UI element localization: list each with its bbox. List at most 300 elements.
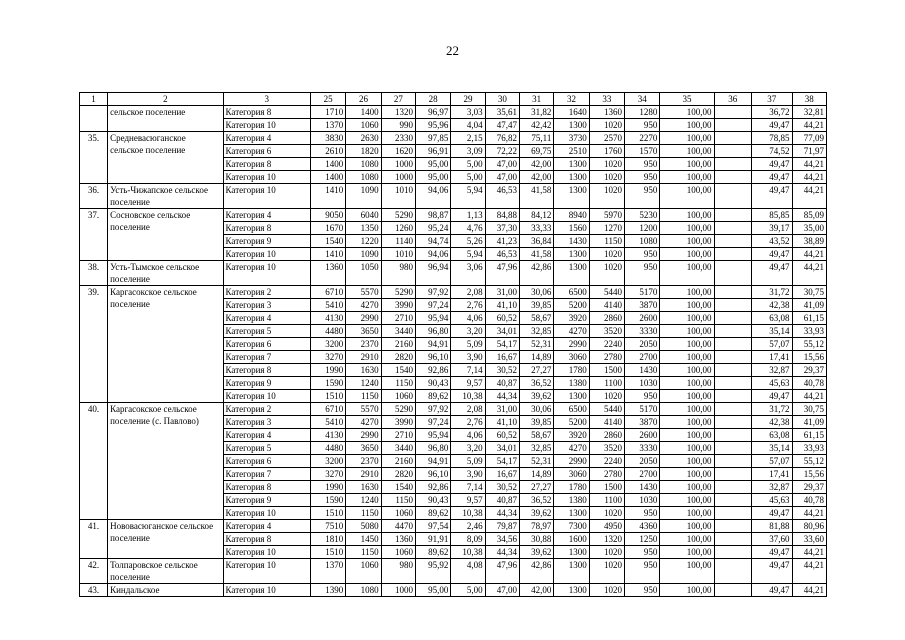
settlement-name: Усть-Тымское сельское поселение [108,261,223,286]
value-cell: 3060 [554,468,589,481]
value-cell: 1430 [554,235,589,248]
value-cell: 6710 [310,286,345,299]
value-cell: 100,00 [660,494,714,507]
value-cell [714,364,751,377]
value-cell: 42,00 [520,171,554,184]
value-cell: 4270 [554,442,589,455]
value-cell: 72,22 [485,145,519,158]
value-cell: 1060 [346,559,381,584]
value-cell: 1080 [625,235,660,248]
value-cell: 3,90 [451,468,485,481]
value-cell: 34,56 [485,533,519,546]
value-cell: 96,10 [415,351,450,364]
value-cell: 33,60 [792,533,826,546]
value-cell: 2370 [346,338,381,351]
value-cell: 44,34 [485,390,519,403]
value-cell [714,158,751,171]
value-cell: 42,38 [751,299,792,312]
value-cell: 1320 [381,106,415,119]
value-cell: 100,00 [660,312,714,325]
value-cell: 96,94 [415,261,450,286]
category-cell: Категория 6 [223,338,310,351]
value-cell [714,235,751,248]
value-cell: 2160 [381,338,415,351]
value-cell: 4270 [554,325,589,338]
value-cell: 69,75 [520,145,554,158]
value-cell: 3440 [381,325,415,338]
value-cell: 1450 [346,533,381,546]
value-cell [714,507,751,520]
value-cell: 1030 [625,377,660,390]
value-cell: 1060 [346,119,381,132]
value-cell: 1060 [381,507,415,520]
value-cell: 100,00 [660,403,714,416]
value-cell: 9050 [310,209,345,222]
value-cell: 41,10 [485,299,519,312]
value-cell: 1010 [381,184,415,209]
value-cell: 55,12 [792,455,826,468]
value-cell: 85,09 [792,209,826,222]
value-cell: 49,47 [751,171,792,184]
value-cell: 100,00 [660,261,714,286]
value-cell: 92,86 [415,481,450,494]
value-cell: 1780 [554,364,589,377]
value-cell [714,520,751,533]
category-cell: Категория 10 [223,261,310,286]
header-cell: 36 [714,93,751,106]
value-cell: 39,62 [520,390,554,403]
value-cell: 63,08 [751,312,792,325]
value-cell: 30,52 [485,364,519,377]
value-cell: 3200 [310,455,345,468]
value-cell: 10,38 [451,546,485,559]
value-cell: 1050 [346,261,381,286]
value-cell: 3730 [554,132,589,145]
value-cell: 2860 [589,429,624,442]
value-cell: 1020 [589,390,624,403]
value-cell: 47,00 [485,584,519,597]
value-cell: 1590 [310,377,345,390]
value-cell: 39,85 [520,416,554,429]
value-cell: 1080 [346,171,381,184]
row-number: 35. [80,132,108,184]
value-cell: 1300 [554,546,589,559]
value-cell: 44,21 [792,171,826,184]
value-cell: 35,00 [792,222,826,235]
category-cell: Категория 10 [223,119,310,132]
value-cell: 100,00 [660,520,714,533]
value-cell: 46,53 [485,248,519,261]
value-cell: 1300 [554,171,589,184]
value-cell: 100,00 [660,132,714,145]
value-cell: 29,37 [792,364,826,377]
value-cell: 2050 [625,338,660,351]
value-cell: 3920 [554,312,589,325]
value-cell: 1020 [589,119,624,132]
table-row [80,209,827,222]
value-cell [714,390,751,403]
value-cell: 78,85 [751,132,792,145]
value-cell: 4140 [589,299,624,312]
value-cell: 47,96 [485,261,519,286]
value-cell: 97,54 [415,520,450,533]
value-cell: 1020 [589,248,624,261]
value-cell: 2370 [346,455,381,468]
value-cell: 5,26 [451,235,485,248]
value-cell: 1,13 [451,209,485,222]
value-cell: 42,86 [520,261,554,286]
row-number: 37. [80,209,108,261]
value-cell: 4360 [625,520,660,533]
value-cell: 1630 [346,481,381,494]
value-cell: 49,47 [751,546,792,559]
page-number: 22 [446,43,459,58]
value-cell: 1300 [554,584,589,597]
value-cell: 34,01 [485,325,519,338]
value-cell: 3830 [310,132,345,145]
value-cell: 4950 [589,520,624,533]
value-cell [714,481,751,494]
value-cell [714,132,751,145]
value-cell: 44,21 [792,119,826,132]
value-cell: 5200 [554,416,589,429]
value-cell: 2910 [346,468,381,481]
value-cell: 1590 [310,494,345,507]
value-cell: 1410 [310,184,345,209]
value-cell: 4480 [310,442,345,455]
value-cell: 1390 [310,584,345,597]
value-cell: 100,00 [660,364,714,377]
value-cell: 950 [625,559,660,584]
table-row [80,559,827,584]
value-cell: 4,06 [451,429,485,442]
value-cell: 97,92 [415,403,450,416]
value-cell: 4,04 [451,119,485,132]
value-cell: 3650 [346,442,381,455]
value-cell: 3870 [625,416,660,429]
value-cell: 63,08 [751,429,792,442]
value-cell: 45,63 [751,377,792,390]
category-cell: Категория 2 [223,403,310,416]
value-cell: 2,08 [451,403,485,416]
value-cell: 2820 [381,468,415,481]
value-cell: 41,58 [520,184,554,209]
header-cell: 30 [485,93,519,106]
value-cell: 9,57 [451,494,485,507]
value-cell: 3,90 [451,351,485,364]
value-cell: 1150 [346,546,381,559]
value-cell: 42,86 [520,559,554,584]
category-cell: Категория 10 [223,559,310,584]
value-cell: 39,85 [520,299,554,312]
value-cell: 1630 [346,364,381,377]
value-cell: 45,63 [751,494,792,507]
value-cell: 6710 [310,403,345,416]
value-cell: 33,93 [792,442,826,455]
value-cell: 49,47 [751,248,792,261]
value-cell [714,209,751,222]
value-cell: 60,52 [485,312,519,325]
value-cell: 44,21 [792,546,826,559]
value-cell: 100,00 [660,390,714,403]
header-cell: 33 [589,93,624,106]
header-cell: 37 [751,93,792,106]
value-cell: 1990 [310,364,345,377]
value-cell: 4,08 [451,559,485,584]
value-cell: 78,97 [520,520,554,533]
table-row [80,520,827,533]
value-cell: 39,17 [751,222,792,235]
value-cell: 1570 [625,145,660,158]
header-cell: 27 [381,93,415,106]
value-cell: 950 [625,390,660,403]
header-cell: 26 [346,93,381,106]
value-cell: 1360 [381,533,415,546]
value-cell: 71,97 [792,145,826,158]
value-cell [714,261,751,286]
value-cell: 1000 [381,171,415,184]
value-cell: 5290 [381,403,415,416]
value-cell: 1300 [554,184,589,209]
category-cell: Категория 3 [223,416,310,429]
value-cell: 27,27 [520,364,554,377]
value-cell: 97,85 [415,132,450,145]
value-cell: 30,75 [792,286,826,299]
value-cell: 97,24 [415,416,450,429]
value-cell: 38,89 [792,235,826,248]
row-number: 42. [80,559,108,584]
value-cell: 96,91 [415,145,450,158]
value-cell: 90,43 [415,494,450,507]
value-cell: 76,82 [485,132,519,145]
value-cell: 1220 [346,235,381,248]
value-cell: 3440 [381,442,415,455]
category-cell: Категория 9 [223,235,310,248]
value-cell: 41,10 [485,416,519,429]
value-cell: 8940 [554,209,589,222]
value-cell: 40,78 [792,377,826,390]
value-cell: 2570 [589,132,624,145]
value-cell: 100,00 [660,325,714,338]
value-cell: 2820 [381,351,415,364]
value-cell: 950 [625,584,660,597]
value-cell: 1430 [625,481,660,494]
value-cell: 2510 [554,145,589,158]
table-row [80,584,827,597]
value-cell: 95,96 [415,119,450,132]
category-cell: Категория 8 [223,481,310,494]
value-cell: 2160 [381,455,415,468]
value-cell [714,312,751,325]
value-cell: 47,00 [485,171,519,184]
value-cell: 74,52 [751,145,792,158]
category-cell: Категория 10 [223,546,310,559]
settlement-name: Каргасокское сельское поселение [108,286,223,403]
value-cell: 100,00 [660,119,714,132]
value-cell: 49,47 [751,184,792,209]
table-row [80,184,827,209]
value-cell: 14,89 [520,468,554,481]
value-cell: 33,33 [520,222,554,235]
value-cell: 55,12 [792,338,826,351]
value-cell: 5290 [381,209,415,222]
value-cell: 49,47 [751,507,792,520]
value-cell: 2610 [310,145,345,158]
value-cell: 36,72 [751,106,792,119]
category-cell: Категория 10 [223,507,310,520]
value-cell: 1020 [589,158,624,171]
value-cell: 5570 [346,286,381,299]
value-cell: 1510 [310,390,345,403]
value-cell: 2990 [554,455,589,468]
value-cell: 32,85 [520,325,554,338]
value-cell: 1280 [625,106,660,119]
value-cell: 91,91 [415,533,450,546]
value-cell: 75,11 [520,132,554,145]
table-row [80,106,827,119]
value-cell [714,171,751,184]
value-cell: 94,74 [415,235,450,248]
value-cell: 4,06 [451,312,485,325]
value-cell: 3990 [381,299,415,312]
value-cell: 96,80 [415,325,450,338]
value-cell: 95,94 [415,312,450,325]
value-cell: 100,00 [660,158,714,171]
value-cell: 100,00 [660,481,714,494]
value-cell: 3200 [310,338,345,351]
value-cell: 950 [625,248,660,261]
value-cell: 94,06 [415,184,450,209]
value-cell: 1020 [589,261,624,286]
value-cell: 47,47 [485,119,519,132]
value-cell: 950 [625,546,660,559]
table-body [80,93,827,597]
value-cell: 4270 [346,416,381,429]
value-cell [714,546,751,559]
value-cell: 100,00 [660,533,714,546]
row-number: 38. [80,261,108,286]
value-cell: 100,00 [660,209,714,222]
value-cell: 42,42 [520,119,554,132]
value-cell: 2,15 [451,132,485,145]
value-cell: 1370 [310,559,345,584]
value-cell: 33,93 [792,325,826,338]
value-cell: 2600 [625,429,660,442]
value-cell: 3,09 [451,145,485,158]
value-cell: 9,57 [451,377,485,390]
settlement-name: Толпаровское сельское поселение [108,559,223,584]
value-cell: 1510 [310,546,345,559]
value-cell: 41,58 [520,248,554,261]
value-cell: 5170 [625,403,660,416]
value-cell: 1020 [589,171,624,184]
value-cell: 96,97 [415,106,450,119]
row-number: 36. [80,184,108,209]
value-cell: 1140 [381,235,415,248]
row-number: 39. [80,286,108,403]
value-cell: 1620 [381,145,415,158]
value-cell [714,145,751,158]
value-cell: 34,01 [485,442,519,455]
value-cell: 44,21 [792,158,826,171]
value-cell: 2710 [381,429,415,442]
value-cell: 36,52 [520,377,554,390]
value-cell: 81,88 [751,520,792,533]
value-cell: 1500 [589,481,624,494]
value-cell: 1100 [589,494,624,507]
header-cell: 38 [792,93,826,106]
value-cell: 30,06 [520,403,554,416]
value-cell: 100,00 [660,416,714,429]
value-cell: 4480 [310,325,345,338]
value-cell [714,377,751,390]
value-cell: 58,67 [520,429,554,442]
value-cell: 40,78 [792,494,826,507]
value-cell: 36,52 [520,494,554,507]
value-cell: 5440 [589,286,624,299]
value-cell: 7,14 [451,364,485,377]
value-cell: 100,00 [660,507,714,520]
value-cell: 1810 [310,533,345,546]
value-cell: 40,87 [485,377,519,390]
category-cell: Категория 4 [223,132,310,145]
value-cell: 1150 [381,494,415,507]
value-cell: 89,62 [415,507,450,520]
value-cell: 5440 [589,403,624,416]
value-cell: 95,94 [415,429,450,442]
value-cell [714,351,751,364]
value-cell: 3990 [381,416,415,429]
value-cell: 1020 [589,546,624,559]
value-cell: 1300 [554,390,589,403]
header-cell: 1 [80,93,108,106]
value-cell: 1090 [346,248,381,261]
value-cell: 57,07 [751,455,792,468]
value-cell: 950 [625,507,660,520]
value-cell: 1510 [310,507,345,520]
value-cell: 37,30 [485,222,519,235]
value-cell: 5080 [346,520,381,533]
row-number [80,106,108,132]
value-cell: 2990 [346,312,381,325]
value-cell: 10,38 [451,390,485,403]
value-cell: 1250 [625,533,660,546]
value-cell: 1820 [346,145,381,158]
value-cell: 1370 [310,119,345,132]
value-cell: 5,00 [451,584,485,597]
value-cell: 44,34 [485,507,519,520]
value-cell: 3650 [346,325,381,338]
value-cell: 1410 [310,248,345,261]
value-cell: 42,00 [520,584,554,597]
value-cell: 3270 [310,351,345,364]
value-cell: 3060 [554,351,589,364]
value-cell [714,119,751,132]
value-cell: 4270 [346,299,381,312]
value-cell: 1150 [346,390,381,403]
value-cell: 950 [625,158,660,171]
value-cell: 1300 [554,507,589,520]
value-cell: 1380 [554,377,589,390]
value-cell [714,184,751,209]
value-cell: 14,89 [520,351,554,364]
settlement-name: Сосновское сельское поселение [108,209,223,261]
value-cell: 17,41 [751,351,792,364]
value-cell: 85,85 [751,209,792,222]
value-cell: 2600 [625,312,660,325]
value-cell: 100,00 [660,377,714,390]
value-cell: 950 [625,184,660,209]
